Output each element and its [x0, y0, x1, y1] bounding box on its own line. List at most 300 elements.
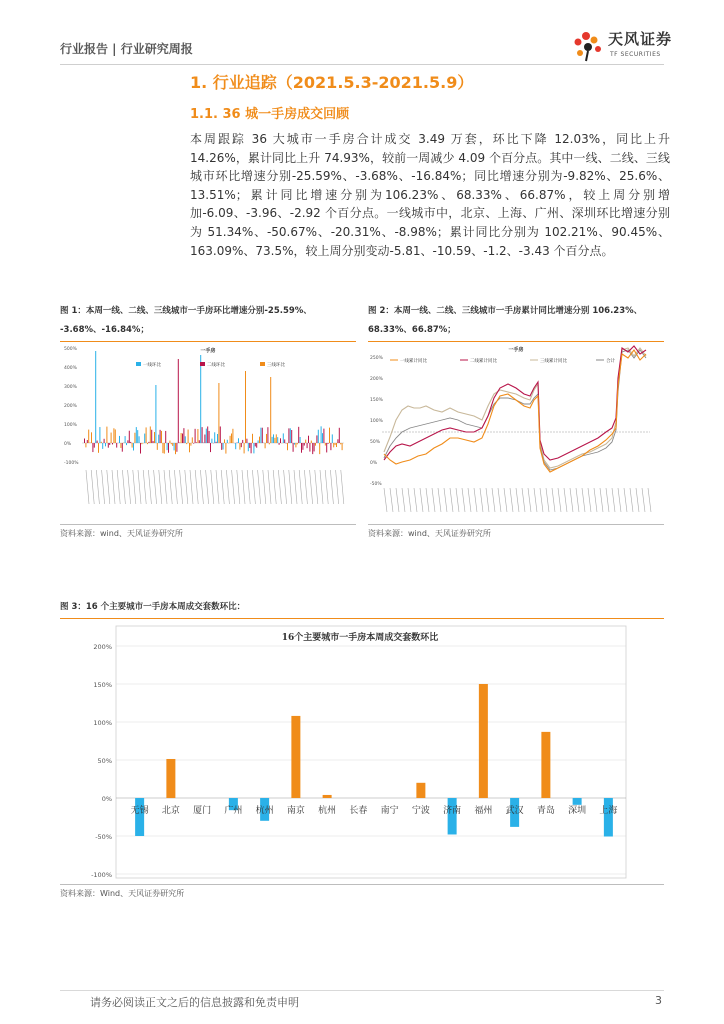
- fig2-legend-1: 二线累计同比: [470, 359, 497, 364]
- fig1-xtick-mark: [263, 470, 266, 504]
- fig2-xtick-mark: [492, 488, 495, 512]
- fig2-xtick-mark: [468, 488, 471, 512]
- fig1-xtick-mark: [133, 470, 136, 504]
- fig1-xtick-mark: [190, 470, 193, 504]
- fig1-xtick-mark: [180, 470, 183, 504]
- fig1-bar: [113, 428, 114, 443]
- fig2-xtick-mark: [390, 488, 393, 512]
- fig1-bar: [116, 443, 117, 448]
- fig1-xtick-mark: [330, 470, 333, 504]
- fig2-legend-3: 合计: [606, 359, 615, 364]
- fig1-bar: [339, 428, 340, 443]
- figure1-caption-line1: 图 1：本周一线、二线、三线城市一手房环比增速分别-25.59%、: [60, 306, 312, 316]
- fig1-legend-swatch-1: [200, 362, 205, 366]
- fig2-xtick-mark: [402, 488, 405, 512]
- figure2-bottom-rule: [368, 524, 664, 525]
- fig3-bar: [166, 759, 175, 798]
- section-heading: 1. 行业追踪（2021.5.3-2021.5.9）: [190, 73, 474, 92]
- figure1-chart: [60, 342, 356, 520]
- fig1-bar: [315, 443, 316, 446]
- fig1-bar: [214, 432, 215, 443]
- fig1-bar: [239, 443, 240, 450]
- fig3-ytick-label: 100%: [93, 719, 112, 727]
- fig3-bar: [604, 798, 613, 837]
- fig1-bar: [125, 436, 126, 443]
- fig1-bar: [284, 439, 285, 443]
- fig2-xtick-mark: [558, 488, 561, 512]
- fig3-bar: [479, 684, 488, 798]
- fig1-xtick-mark: [237, 470, 240, 504]
- fig1-bar: [174, 443, 175, 450]
- fig2-xtick-mark: [564, 488, 567, 512]
- fig1-inner-title: 一手房: [200, 348, 216, 354]
- fig3-category-label: 北京: [161, 806, 180, 816]
- fig1-bar: [298, 427, 299, 443]
- fig1-bar: [277, 437, 278, 443]
- fig1-bar: [157, 443, 158, 450]
- fig1-xtick-mark: [268, 470, 271, 504]
- fig1-bar: [332, 434, 333, 443]
- fig3-category-label: 杭州: [255, 806, 274, 816]
- fig1-bar: [220, 426, 221, 443]
- fig1-bar: [260, 428, 261, 443]
- figure1-bottom-rule: [60, 524, 356, 525]
- figure2-caption-line1: 图 2：本周一线、二线、三线城市一手房累计同比增速分别 106.23%、: [368, 306, 643, 316]
- fig1-bar: [209, 431, 210, 443]
- fig2-xtick-mark: [552, 488, 555, 512]
- fig2-xtick-mark: [648, 488, 651, 512]
- fig3-title: 16个主要城市一手房本周成交套数环比: [281, 633, 439, 643]
- fig3-category-label: 济南: [443, 806, 462, 816]
- fig1-xtick-mark: [91, 470, 94, 504]
- fig1-xtick-mark: [221, 470, 224, 504]
- fig2-line-tier1: [384, 350, 646, 472]
- fig3-category-label: 南宁: [380, 806, 399, 816]
- fig1-bar: [326, 443, 327, 452]
- fig1-ytick-6: -100%: [64, 461, 79, 466]
- fig1-ytick-3: 200%: [64, 404, 77, 409]
- figure3-caption: 图 3：16 个主要城市一手房本周成交套数环比：: [60, 602, 246, 612]
- fig1-bar: [192, 437, 193, 443]
- fig1-bar: [151, 430, 152, 443]
- fig2-xtick-mark: [546, 488, 549, 512]
- fig1-bar: [84, 438, 85, 443]
- fig1-bar: [307, 443, 308, 448]
- figure2-chart: [368, 342, 664, 520]
- fig3-ytick-label: 50%: [97, 757, 112, 765]
- fig1-bar: [126, 443, 127, 445]
- fig1-xtick-mark: [148, 470, 151, 504]
- fig1-bar: [127, 440, 128, 443]
- fig1-bar: [175, 443, 176, 454]
- fig2-ytick-6: -50%: [370, 482, 382, 487]
- fig1-bar: [312, 443, 313, 454]
- fig1-bar: [132, 443, 133, 448]
- fig1-bar: [330, 443, 331, 450]
- fig1-bar: [249, 443, 250, 448]
- fig1-bar: [248, 443, 249, 451]
- fig2-xtick-mark: [438, 488, 441, 512]
- fig2-xtick-mark: [474, 488, 477, 512]
- fig1-bar: [200, 355, 201, 443]
- fig1-bar: [130, 442, 131, 443]
- fig2-xtick-mark: [510, 488, 513, 512]
- fig2-xtick-mark: [618, 488, 621, 512]
- fig1-bar: [102, 443, 103, 449]
- fig2-ytick-2: 150%: [370, 398, 383, 403]
- fig1-bar: [134, 433, 135, 443]
- fig1-bar: [329, 428, 330, 443]
- fig3-category-label: 无锡: [130, 806, 149, 816]
- fig1-bar: [302, 443, 303, 450]
- fig3-bar: [135, 798, 144, 836]
- fig1-bar: [94, 443, 95, 448]
- fig2-xtick-mark: [462, 488, 465, 512]
- fig2-xtick-mark: [498, 488, 501, 512]
- fig2-xtick-mark: [528, 488, 531, 512]
- fig1-bar: [104, 439, 105, 443]
- subsection-heading: 1.1. 36 城一手房成交回顾: [190, 107, 350, 122]
- fig1-bar: [270, 377, 271, 443]
- fig1-xtick-mark: [154, 470, 157, 504]
- fig1-ytick-5: 0%: [64, 442, 72, 447]
- fig1-bar: [197, 429, 198, 443]
- fig1-bar: [297, 443, 298, 444]
- figure2-source: 资料来源：wind、天风证券研究所: [368, 529, 491, 538]
- fig1-bar: [161, 431, 162, 443]
- fig2-xtick-mark: [408, 488, 411, 512]
- fig1-xtick-mark: [294, 470, 297, 504]
- fig3-ytick-label: 0%: [101, 795, 112, 803]
- fig1-bar: [335, 443, 336, 445]
- fig1-bar: [183, 428, 184, 443]
- fig1-bar: [223, 443, 224, 449]
- fig1-bar: [111, 433, 112, 443]
- fig1-bar: [230, 436, 231, 443]
- fig2-ytick-0: 250%: [370, 356, 383, 361]
- fig1-bar: [318, 430, 319, 443]
- fig1-bar: [108, 443, 109, 448]
- footer-disclaimer: 请务必阅读正文之后的信息披露和免责申明: [90, 996, 299, 1009]
- fig1-xtick-mark: [117, 470, 120, 504]
- fig1-bar: [168, 443, 169, 453]
- fig1-bar: [252, 434, 253, 443]
- figure2-caption: [368, 302, 668, 340]
- fig2-xtick-mark: [396, 488, 399, 512]
- fig3-ytick-label: -50%: [95, 833, 112, 841]
- fig3-category-label: 广州: [224, 806, 243, 816]
- fig1-bar: [112, 443, 113, 444]
- fig1-bar: [238, 438, 239, 443]
- fig1-bar: [206, 429, 207, 443]
- fig1-bar: [122, 443, 123, 452]
- fig1-xtick-mark: [341, 470, 344, 504]
- fig1-bar: [251, 443, 252, 453]
- fig1-bar: [105, 443, 106, 446]
- fig1-bar: [269, 443, 270, 444]
- fig1-bar: [256, 443, 257, 448]
- fig3-category-label: 杭州: [318, 806, 337, 816]
- fig1-bar: [227, 440, 228, 443]
- fig1-bar: [262, 428, 263, 443]
- body-paragraph: 本周跟踪 36 大城市一手房合计成交 3.49 万套，环比下降 12.03%，同比上升 14.26%，累计同比上升 74.93%，较前一周减少 4.09 个百分点。其中一线、二线、三线城市环比增速分别-25.59%、-3.68%、-16.84%；同比增速分别为-9.82%、25.6%、13.51%；累计同比增速分别为106.23%、68.33%、66.87%，较上周分别增加-6.09、-3.96、-2.92 个百分点。一线城市中，北京、上海、广州、深圳环比增速分别为 51.34%、-50.67%、-20.31%、-8.98%；累计同比分别为 102.21%、90.45%、163.09%、73.5%，较上周分别变动-5.81、-10.59、-1.2、-3.43 个百分点。: [190, 132, 670, 258]
- fig1-xtick-mark: [336, 470, 339, 504]
- fig3-category-label: 武汉: [505, 806, 524, 816]
- fig3-ytick-label: -100%: [91, 871, 112, 879]
- fig2-xtick-mark: [444, 488, 447, 512]
- fig1-bar: [308, 436, 309, 443]
- fig3-bar: [573, 798, 582, 805]
- fig1-xtick-labels: [86, 470, 344, 504]
- fig2-ytick-5: 0%: [370, 461, 378, 466]
- fig1-bar: [154, 432, 155, 443]
- fig1-bar: [119, 436, 120, 443]
- fig3-bar: [323, 795, 332, 798]
- fig2-xtick-mark: [600, 488, 603, 512]
- fig1-bar: [181, 433, 182, 443]
- fig1-xtick-mark: [195, 470, 198, 504]
- fig2-xtick-mark: [534, 488, 537, 512]
- fig3-category-label: 上海: [599, 806, 618, 816]
- fig1-bar: [101, 442, 102, 443]
- fig1-xtick-mark: [200, 470, 203, 504]
- logo-name-en: TF SECURITIES: [610, 51, 661, 58]
- fig1-bar: [291, 430, 292, 443]
- fig1-bar: [316, 435, 317, 443]
- fig2-xtick-mark: [612, 488, 615, 512]
- fig2-xtick-mark: [456, 488, 459, 512]
- fig1-xtick-mark: [112, 470, 115, 504]
- fig3-category-label: 福州: [474, 806, 493, 816]
- fig1-bar: [169, 441, 170, 443]
- fig1-xtick-mark: [102, 470, 105, 504]
- fig1-bar: [199, 440, 200, 443]
- fig1-bar: [185, 436, 186, 443]
- fig1-xtick-mark: [86, 470, 89, 504]
- fig1-xtick-mark: [216, 470, 219, 504]
- fig3-category-label: 宁波: [411, 806, 430, 816]
- fig1-bar: [255, 443, 256, 446]
- fig3-bar: [448, 798, 457, 834]
- fig1-xtick-mark: [242, 470, 245, 504]
- figure3-bottom-rule: [60, 884, 664, 885]
- fig1-xtick-mark: [325, 470, 328, 504]
- fig2-xtick-mark: [432, 488, 435, 512]
- figure1-source: 资料来源：wind、天风证券研究所: [60, 529, 183, 538]
- fig1-bar: [160, 430, 161, 443]
- fig1-bar: [322, 433, 323, 443]
- fig1-ytick-0: 500%: [64, 347, 77, 352]
- fig2-xtick-mark: [516, 488, 519, 512]
- fig1-legend-swatch-0: [136, 362, 141, 366]
- fig1-bar: [304, 443, 305, 446]
- fig1-bar: [120, 443, 121, 448]
- fig2-xtick-mark: [480, 488, 483, 512]
- fig1-bar: [309, 443, 310, 452]
- fig1-bar: [217, 434, 218, 443]
- fig2-xtick-mark: [642, 488, 645, 512]
- fig1-bar: [245, 371, 246, 443]
- fig1-bar: [91, 432, 92, 443]
- fig1-bar: [325, 443, 326, 446]
- fig3-bar: [416, 783, 425, 798]
- fig1-xtick-mark: [273, 470, 276, 504]
- fig2-line-tier3: [384, 348, 646, 468]
- fig1-legend-2: 三线环比: [267, 363, 285, 368]
- fig1-bar: [295, 443, 296, 447]
- fig1-ytick-1: 400%: [64, 366, 77, 371]
- fig1-bar: [178, 359, 179, 443]
- footer-divider: [60, 990, 664, 991]
- fig1-bar: [172, 443, 173, 446]
- fig1-bar: [129, 431, 130, 443]
- fig2-xtick-mark: [594, 488, 597, 512]
- fig1-bar: [333, 443, 334, 447]
- fig3-category-label: 长春: [349, 806, 368, 816]
- fig2-xtick-mark: [426, 488, 429, 512]
- fig1-bar: [336, 443, 337, 447]
- fig1-bar: [150, 426, 151, 443]
- fig2-xtick-mark: [570, 488, 573, 512]
- fig1-bar: [99, 427, 100, 443]
- fig1-bar: [301, 443, 302, 453]
- fig1-xtick-mark: [159, 470, 162, 504]
- fig1-xtick-mark: [284, 470, 287, 504]
- fig1-bar: [87, 440, 88, 443]
- fig1-bar: [241, 443, 242, 447]
- fig1-bar: [274, 438, 275, 443]
- fig1-bar: [253, 443, 254, 453]
- fig1-bar: [311, 441, 312, 443]
- fig2-xtick-mark: [582, 488, 585, 512]
- fig1-bar: [92, 443, 93, 452]
- fig1-bar: [133, 443, 134, 451]
- fig2-xtick-mark: [420, 488, 423, 512]
- fig1-xtick-mark: [185, 470, 188, 504]
- fig1-xtick-mark: [258, 470, 261, 504]
- fig1-bar: [328, 443, 329, 444]
- fig1-bar: [273, 434, 274, 443]
- fig1-bar: [136, 427, 137, 443]
- figure1-caption: [60, 302, 360, 340]
- fig1-ytick-4: 100%: [64, 423, 77, 428]
- fig2-xtick-mark: [450, 488, 453, 512]
- fig1-bar: [146, 427, 147, 443]
- fig1-bar: [323, 429, 324, 443]
- fig1-bar: [97, 441, 98, 443]
- fig1-bar: [155, 385, 156, 443]
- fig1-bar: [171, 443, 172, 444]
- fig1-xtick-mark: [289, 470, 292, 504]
- fig1-bar: [186, 443, 187, 444]
- fig1-bar: [189, 443, 190, 452]
- fig1-bar: [294, 443, 295, 445]
- fig1-bar: [148, 442, 149, 443]
- fig1-xtick-mark: [278, 470, 281, 504]
- report-header-label: 行业报告 | 行业研究周报: [60, 42, 193, 56]
- fig1-xtick-mark: [206, 470, 209, 504]
- fig2-inner-title: 一手房: [508, 347, 524, 353]
- fig1-bar: [218, 383, 219, 443]
- fig1-legend-1: 二线环比: [207, 363, 225, 368]
- logo-name-cn: 天风证券: [608, 30, 673, 48]
- fig1-bar: [182, 434, 183, 443]
- fig1-bar: [225, 443, 226, 454]
- fig1-bar: [195, 429, 196, 443]
- fig1-bar: [193, 443, 194, 444]
- fig1-xtick-mark: [247, 470, 250, 504]
- fig1-xtick-mark: [143, 470, 146, 504]
- fig1-bar: [190, 443, 191, 446]
- fig1-bar: [259, 437, 260, 443]
- fig1-bar: [287, 443, 288, 450]
- fig2-ytick-4: 50%: [370, 440, 381, 445]
- fig1-bar: [279, 443, 280, 445]
- fig1-ytick-2: 300%: [64, 385, 77, 390]
- fig1-bar: [141, 443, 142, 444]
- figure2-caption-line2: 68.33%、66.87%；: [368, 325, 456, 335]
- fig1-bar: [207, 426, 208, 443]
- fig1-bar: [140, 443, 141, 454]
- fig1-xtick-mark: [122, 470, 125, 504]
- fig3-category-label: 厦门: [193, 806, 212, 816]
- fig1-bar: [305, 440, 306, 443]
- fig1-xtick-mark: [107, 470, 110, 504]
- fig2-xtick-mark: [630, 488, 633, 512]
- fig2-ytick-1: 200%: [370, 377, 383, 382]
- fig1-bar: [147, 443, 148, 444]
- fig2-xtick-mark: [486, 488, 489, 512]
- fig3-ytick-label: 150%: [93, 681, 112, 689]
- fig1-legend-swatch-2: [260, 362, 265, 366]
- fig1-bar: [321, 426, 322, 443]
- fig2-xtick-mark: [504, 488, 507, 512]
- fig2-xtick-mark: [384, 488, 387, 512]
- fig3-bar: [291, 716, 300, 798]
- fig1-bar: [246, 439, 247, 443]
- fig1-bar: [137, 430, 138, 443]
- fig1-bar: [224, 439, 225, 443]
- fig1-bar: [342, 443, 343, 450]
- fig2-xtick-labels: [384, 488, 651, 512]
- fig1-bar: [88, 430, 89, 443]
- fig1-xtick-mark: [138, 470, 141, 504]
- fig1-bar: [210, 443, 211, 452]
- fig1-xtick-mark: [315, 470, 318, 504]
- fig1-bar: [158, 435, 159, 443]
- fig1-bar: [106, 427, 107, 443]
- fig1-bar: [288, 428, 289, 443]
- fig1-bar: [242, 440, 243, 443]
- fig1-bar: [98, 443, 99, 453]
- fig1-bar: [165, 431, 166, 443]
- fig1-bar: [231, 433, 232, 443]
- fig1-bar: [109, 443, 110, 445]
- fig1-xtick-mark: [226, 470, 229, 504]
- fig1-xtick-mark: [211, 470, 214, 504]
- fig3-category-label: 深圳: [568, 806, 587, 816]
- fig1-bar: [280, 438, 281, 443]
- page-number: 3: [655, 994, 662, 1007]
- fig1-bar: [85, 443, 86, 447]
- fig2-xtick-mark: [522, 488, 525, 512]
- fig2-xtick-mark: [540, 488, 543, 512]
- fig1-xtick-mark: [299, 470, 302, 504]
- fig1-bar: [153, 441, 154, 443]
- figure1-caption-line2: -3.68%、-16.84%；: [60, 325, 149, 335]
- fig1-bar: [244, 443, 245, 453]
- fig1-xtick-mark: [232, 470, 235, 504]
